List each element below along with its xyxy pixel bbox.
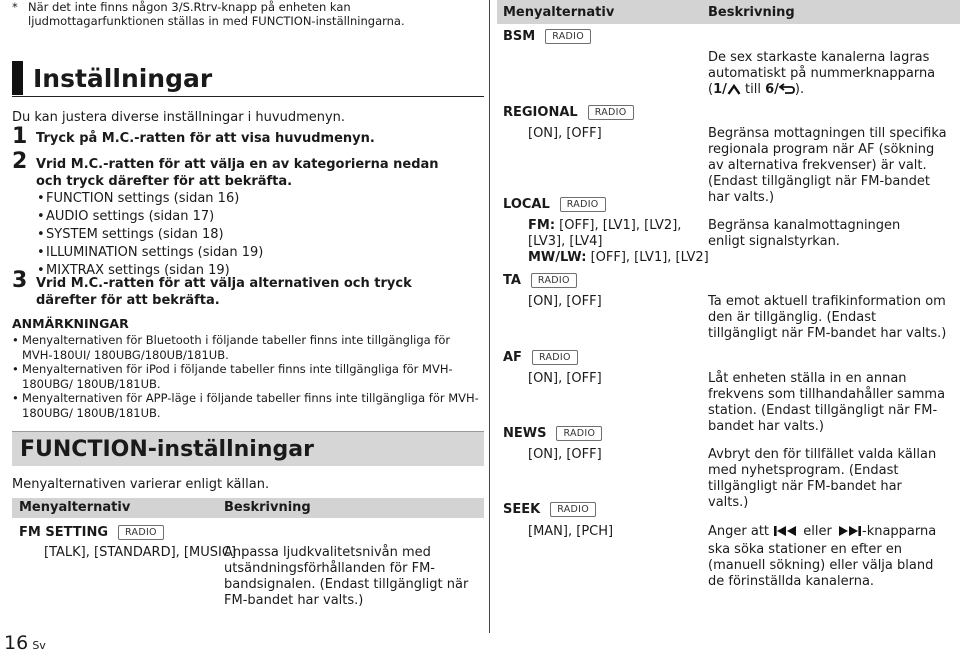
category-item: • FUNCTION settings (sidan 16)	[46, 190, 446, 208]
fm-setting-options: [TALK], [STANDARD], [MUSIC]	[44, 545, 236, 560]
ta-label: TA RADIO	[503, 273, 577, 289]
function-title: FUNCTION-inställningar	[20, 437, 314, 462]
right-header-col2: Beskrivning	[708, 5, 795, 20]
af-label: AF RADIO	[503, 350, 578, 366]
settings-title: Inställningar	[33, 64, 213, 93]
radio-tag: RADIO	[550, 502, 596, 517]
radio-tag: RADIO	[560, 197, 606, 212]
step-2-text: Vrid M.C.-ratten för att välja en av kategorierna nedan och tryck därefter för att bekräfta.	[36, 157, 439, 189]
note-item: • Menyalternativen för APP-läge i följande tabeller finns inte tillgängliga för MVH-180UBG/ 180UB/181UB.	[12, 391, 484, 420]
notes-list	[12, 333, 484, 420]
note-item: • Menyalternativen för iPod i följande tabeller finns inte tillgängliga för MVH-180UBG/ 180UB/181UB.	[12, 362, 484, 391]
bsm-label: BSM RADIO	[503, 29, 591, 45]
function-intro: Menyalternativen varierar enligt källan.	[12, 477, 270, 492]
notes-title: ANMÄRKNINGAR	[12, 316, 129, 331]
footnote-text: När det inte finns någon 3/S.Rtrv-knapp på enheten kan ljudmottagarfunktionen ställas in med FUNCTION-inställningarna.	[28, 0, 405, 28]
left-header-col1: Menyalternativ	[19, 500, 131, 515]
radio-tag: RADIO	[588, 105, 634, 120]
af-options: [ON], [OFF]	[528, 371, 602, 386]
step-1-number: 1	[12, 124, 28, 149]
page-lang: Sv	[32, 639, 46, 652]
note-item: • Menyalternativen för Bluetooth i följande tabeller finns inte tillgängliga för MVH-180UI/ 180UBG/180UB/181UB.	[12, 333, 484, 362]
return-arrow-icon	[779, 83, 795, 100]
seek-options: [MAN], [PCH]	[528, 524, 614, 539]
settings-intro: Du kan justera diverse inställningar i huvudmenyn.	[12, 110, 346, 125]
seek-description: Anger att eller -knapparna ska söka stationer en efter en (manuell sökning) eller välja bland de förinställda kanalerna.	[708, 524, 937, 589]
af-description: Låt enheten ställa in en annan frekvens som tillhandahåller samma station. (Endast tillgängligt när FM-bandet har valts.)	[708, 371, 946, 434]
settings-title-bar	[12, 61, 23, 95]
radio-tag: RADIO	[532, 350, 578, 365]
footnote	[12, 0, 482, 28]
fm-setting-label: FM SETTING RADIO	[19, 525, 164, 541]
next-track-icon	[836, 525, 862, 542]
step-2-number: 2	[12, 149, 28, 174]
radio-tag: RADIO	[531, 273, 577, 288]
footnote-star: *	[12, 0, 18, 14]
ta-options: [ON], [OFF]	[528, 294, 602, 309]
category-item: • ILLUMINATION settings (sidan 19)	[46, 244, 446, 262]
local-fm-options: FM: [OFF], [LV1], [LV2], [LV3], [LV4]	[528, 218, 682, 249]
previous-track-icon	[773, 525, 799, 542]
local-description: Begränsa kanalmottagningen enligt signalstyrkan.	[708, 218, 901, 249]
radio-tag: RADIO	[556, 426, 602, 441]
category-list	[46, 190, 446, 280]
step-1-text: Tryck på M.C.-ratten för att visa huvudmenyn.	[36, 131, 375, 146]
category-item: • AUDIO settings (sidan 17)	[46, 208, 446, 226]
step-3-number: 3	[12, 268, 28, 293]
left-table-header	[12, 498, 484, 518]
news-options: [ON], [OFF]	[528, 447, 602, 462]
left-header-col2: Beskrivning	[224, 500, 311, 515]
page-number: 16	[4, 632, 29, 654]
local-mwlw-options: MW/LW: [OFF], [LV1], [LV2]	[528, 250, 709, 265]
news-description: Avbryt den för tillfället valda källan med nyhetsprogram. (Endast tillgängligt när FM-bandet har valts.)	[708, 447, 937, 510]
fm-setting-description: Anpassa ljudkvalitetsnivån med utsändningsförhållanden för FM-bandsignalen. (Endast tillgängligt när FM-bandet har valts.)	[224, 545, 469, 608]
right-header-col1: Menyalternativ	[503, 5, 615, 20]
news-label: NEWS RADIO	[503, 426, 602, 442]
regional-label: REGIONAL RADIO	[503, 105, 634, 121]
bsm-description: De sex starkaste kanalerna lagras automatiskt på nummerknapparna (1/ till 6/ ).	[708, 50, 953, 100]
regional-description: Begränsa mottagningen till specifika regionala program när AF (sökning av alternativa frekvenser) är valt. (Endast tillgängligt när FM-bandet har valts.)	[708, 126, 947, 205]
settings-title-rule	[12, 96, 484, 97]
category-item: • MIXTRAX settings (sidan 19)	[46, 262, 446, 280]
radio-tag: RADIO	[545, 29, 591, 44]
radio-tag: RADIO	[118, 525, 164, 540]
column-divider	[489, 0, 490, 633]
seek-label: SEEK RADIO	[503, 502, 596, 518]
page-footer	[4, 633, 46, 654]
ta-description: Ta emot aktuell trafikinformation om den är tillgänglig. (Endast tillgängligt när FM-bandet har valts.)	[708, 294, 947, 341]
regional-options: [ON], [OFF]	[528, 126, 602, 141]
chevron-up-icon	[727, 84, 741, 100]
category-item: • SYSTEM settings (sidan 18)	[46, 226, 446, 244]
local-label: LOCAL RADIO	[503, 197, 606, 213]
step-3-text: Vrid M.C.-ratten för att välja alternativen och tryck därefter för att bekräfta.	[36, 276, 412, 308]
right-table-header	[497, 0, 960, 24]
